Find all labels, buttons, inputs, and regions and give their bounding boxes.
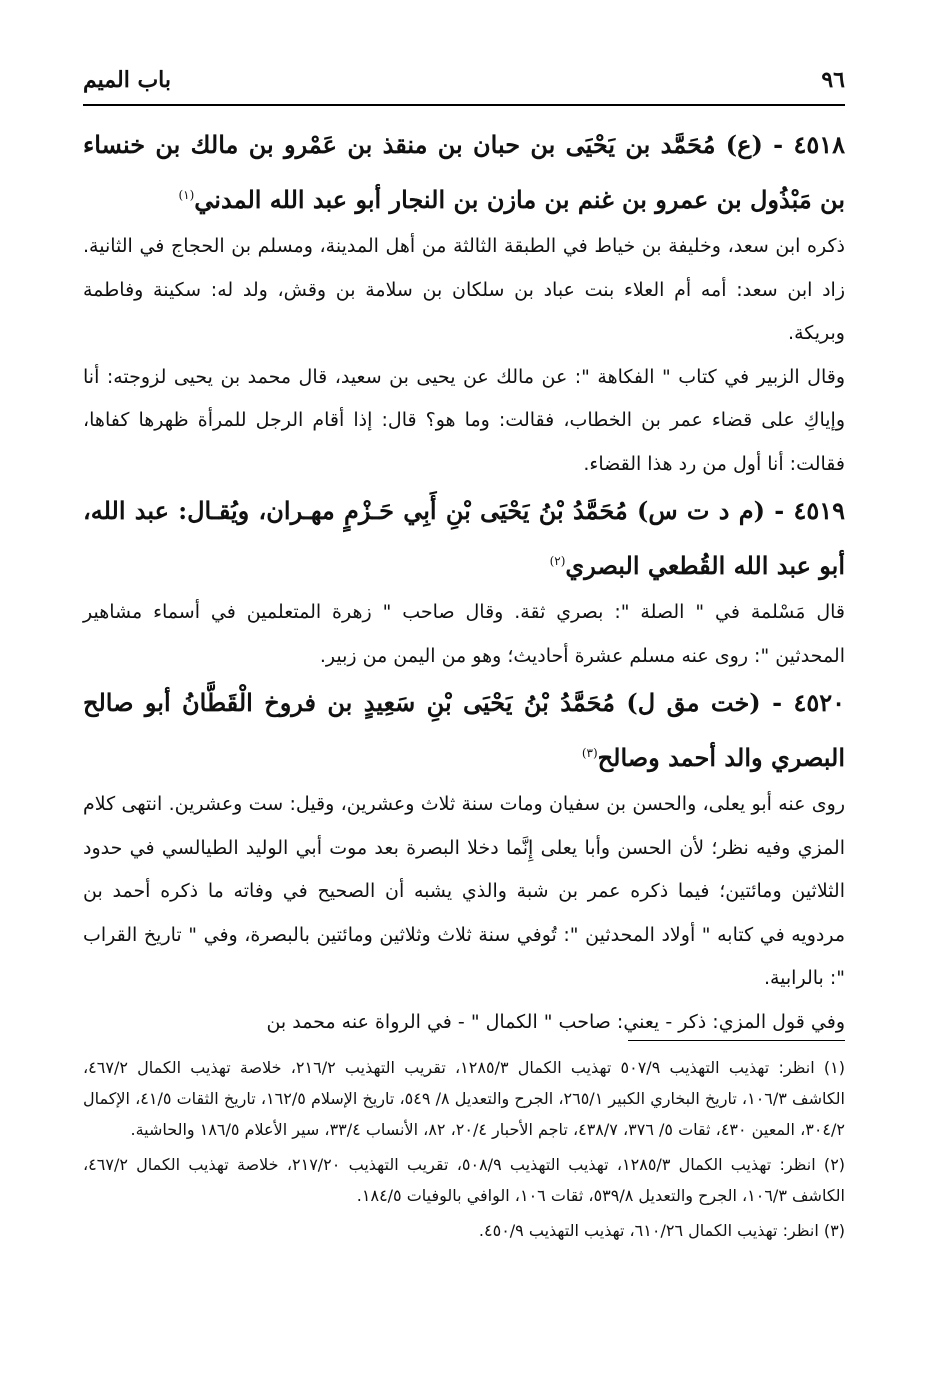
- entry-paragraph: وفي قول المزي: ذكر - يعني: صاحب " الكمال " - في الرواة عنه محمد بن: [266, 1010, 845, 1033]
- footnote-item: (١) انظر: تهذيب التهذيب ٥٠٧/٩ تهذيب الكمال ١٢٨٥/٣، تقريب التهذيب ٢١٦/٢، خلاصة تهذيب الكمال ٤٦٧/٢، الكاشف ١٠٦/٣، تاريخ البخاري الكبير ٢٦٥/١، الجرح والتعديل ٨/ ٥٤٩، تاريخ الإسلام ١٦٢/٥، تاريخ الثقات ٤١/٥، الإكمال ٣٠٤/٢، المعين ٤٣٠، ثقات ٥/ ٣٧٦، ٤٣٨/٧، تاجم الأحبار ٢٠/٤، ٨٢، الأنساب ٣٣/٤، سير الأعلام ١٨٦/٥ والحاشية.: [83, 1058, 846, 1139]
- footnote-marker: (١): [178, 188, 195, 202]
- entry-heading-4520: ٤٥٢٠ - (خت مق ل) مُحَمَّدُ بْنُ يَحْيَى بْنِ سَعِيدٍ بن فروخ الْقَطَّانُ أبو صالح البصري والد أحمد وصالح$^{(٣)}$: [83, 688, 845, 772]
- entry-paragraph: وقال الزبير في كتاب " الفكاهة ": عن مالك عن يحيى بن سعيد، قال محمد بن يحيى لزوجته: أنا وإياكِ على قضاء عمر بن الخطاب، فقالت: وما هو؟ قال: إذا أقام الرجل للمرأة ظهرها كفاها، فقالت: أنا أول من رد هذا القضاء.: [83, 365, 845, 475]
- footnote-marker: (٣): [581, 746, 598, 760]
- footnote-item: (٣) انظر: تهذيب الكمال ٦١٠/٢٦، تهذيب التهذيب ٤٥٠/٩.: [478, 1221, 845, 1240]
- entry-paragraph: روى عنه أبو يعلى، والحسن بن سفيان ومات سنة ثلاث وعشرين، وقيل: ست وعشرين. انتهى كلام المزي وفيه نظر؛ لأن الحسن وأبا يعلى إِنَّما دخلا البصرة بعد موت أبي الوليد الطيالسي في حدود الثلاثين ومائتين؛ فيما ذكره عمر بن شبة والذي يشبه أن الصحيح في وفاته ما ذكره أحمد بن مردويه في كتابه " أولاد المحدثين ": تُوفي سنة ثلاث وثلاثين ومائتين بالبصرة، وفي " تاريخ القراب ": بالرابية.: [83, 793, 845, 989]
- footnotes: [83, 1052, 845, 1250]
- page-number: ٩٦: [821, 67, 845, 93]
- header-divider: [83, 104, 845, 106]
- entry-paragraph: ذكره ابن سعد، وخليفة بن خياط في الطبقة الثالثة من أهل المدينة، ومسلم بن الحجاج في الثانية. زاد ابن سعد: أمه أم العلاء بنت عباد بن سلكان بن سلامة بن وقش، ولد له: سكينة وفاطمة وبريكة.: [83, 235, 845, 344]
- entry-paragraph: قال مَسْلمة في " الصلة ": بصري ثقة. وقال صاحب " زهرة المتعلمين في أسماء مشاهير المحدثين ": روى عنه مسلم عشرة أحاديث؛ وهو من اليمن من زبير.: [83, 601, 845, 667]
- entry-heading-4519: ٤٥١٩ - (م د ت س) مُحَمَّدُ بْنُ يَحْيَى بْنِ أَبِي حَـزْمٍ مهـران، ويُقـال: عبد الله، أبو عبد الله القُطعي البصري$^{(٢)}$: [83, 496, 845, 580]
- footnote-item: (٢) انظر: تهذيب الكمال ١٢٨٥/٣، تهذيب التهذيب ٥٠٨/٩، تقريب التهذيب ٢١٧/٢٠، خلاصة تهذيب الكمال ٤٦٧/٢، الكاشف ١٠٦/٣، الجرح والتعديل ٥٣٩/٨، ثقات ١٠٦، الوافي بالوفيات ١٨٤/٥.: [83, 1155, 846, 1205]
- page-header: [83, 62, 845, 98]
- main-text: [83, 120, 845, 1044]
- footnote-marker: (٢): [549, 554, 566, 568]
- chapter-title: باب الميم: [83, 67, 172, 93]
- footnote-divider: [628, 1040, 845, 1041]
- entry-heading-4518: ٤٥١٨ - (ع) مُحَمَّد بن يَحْيَى بن حبان بن منقذ بن عَمْرو بن مالك بن خنساء بن مَبْذُول بن عمرو بن غنم بن مازن بن النجار أبو عبد الله المدني$^{(١)}$: [83, 130, 845, 214]
